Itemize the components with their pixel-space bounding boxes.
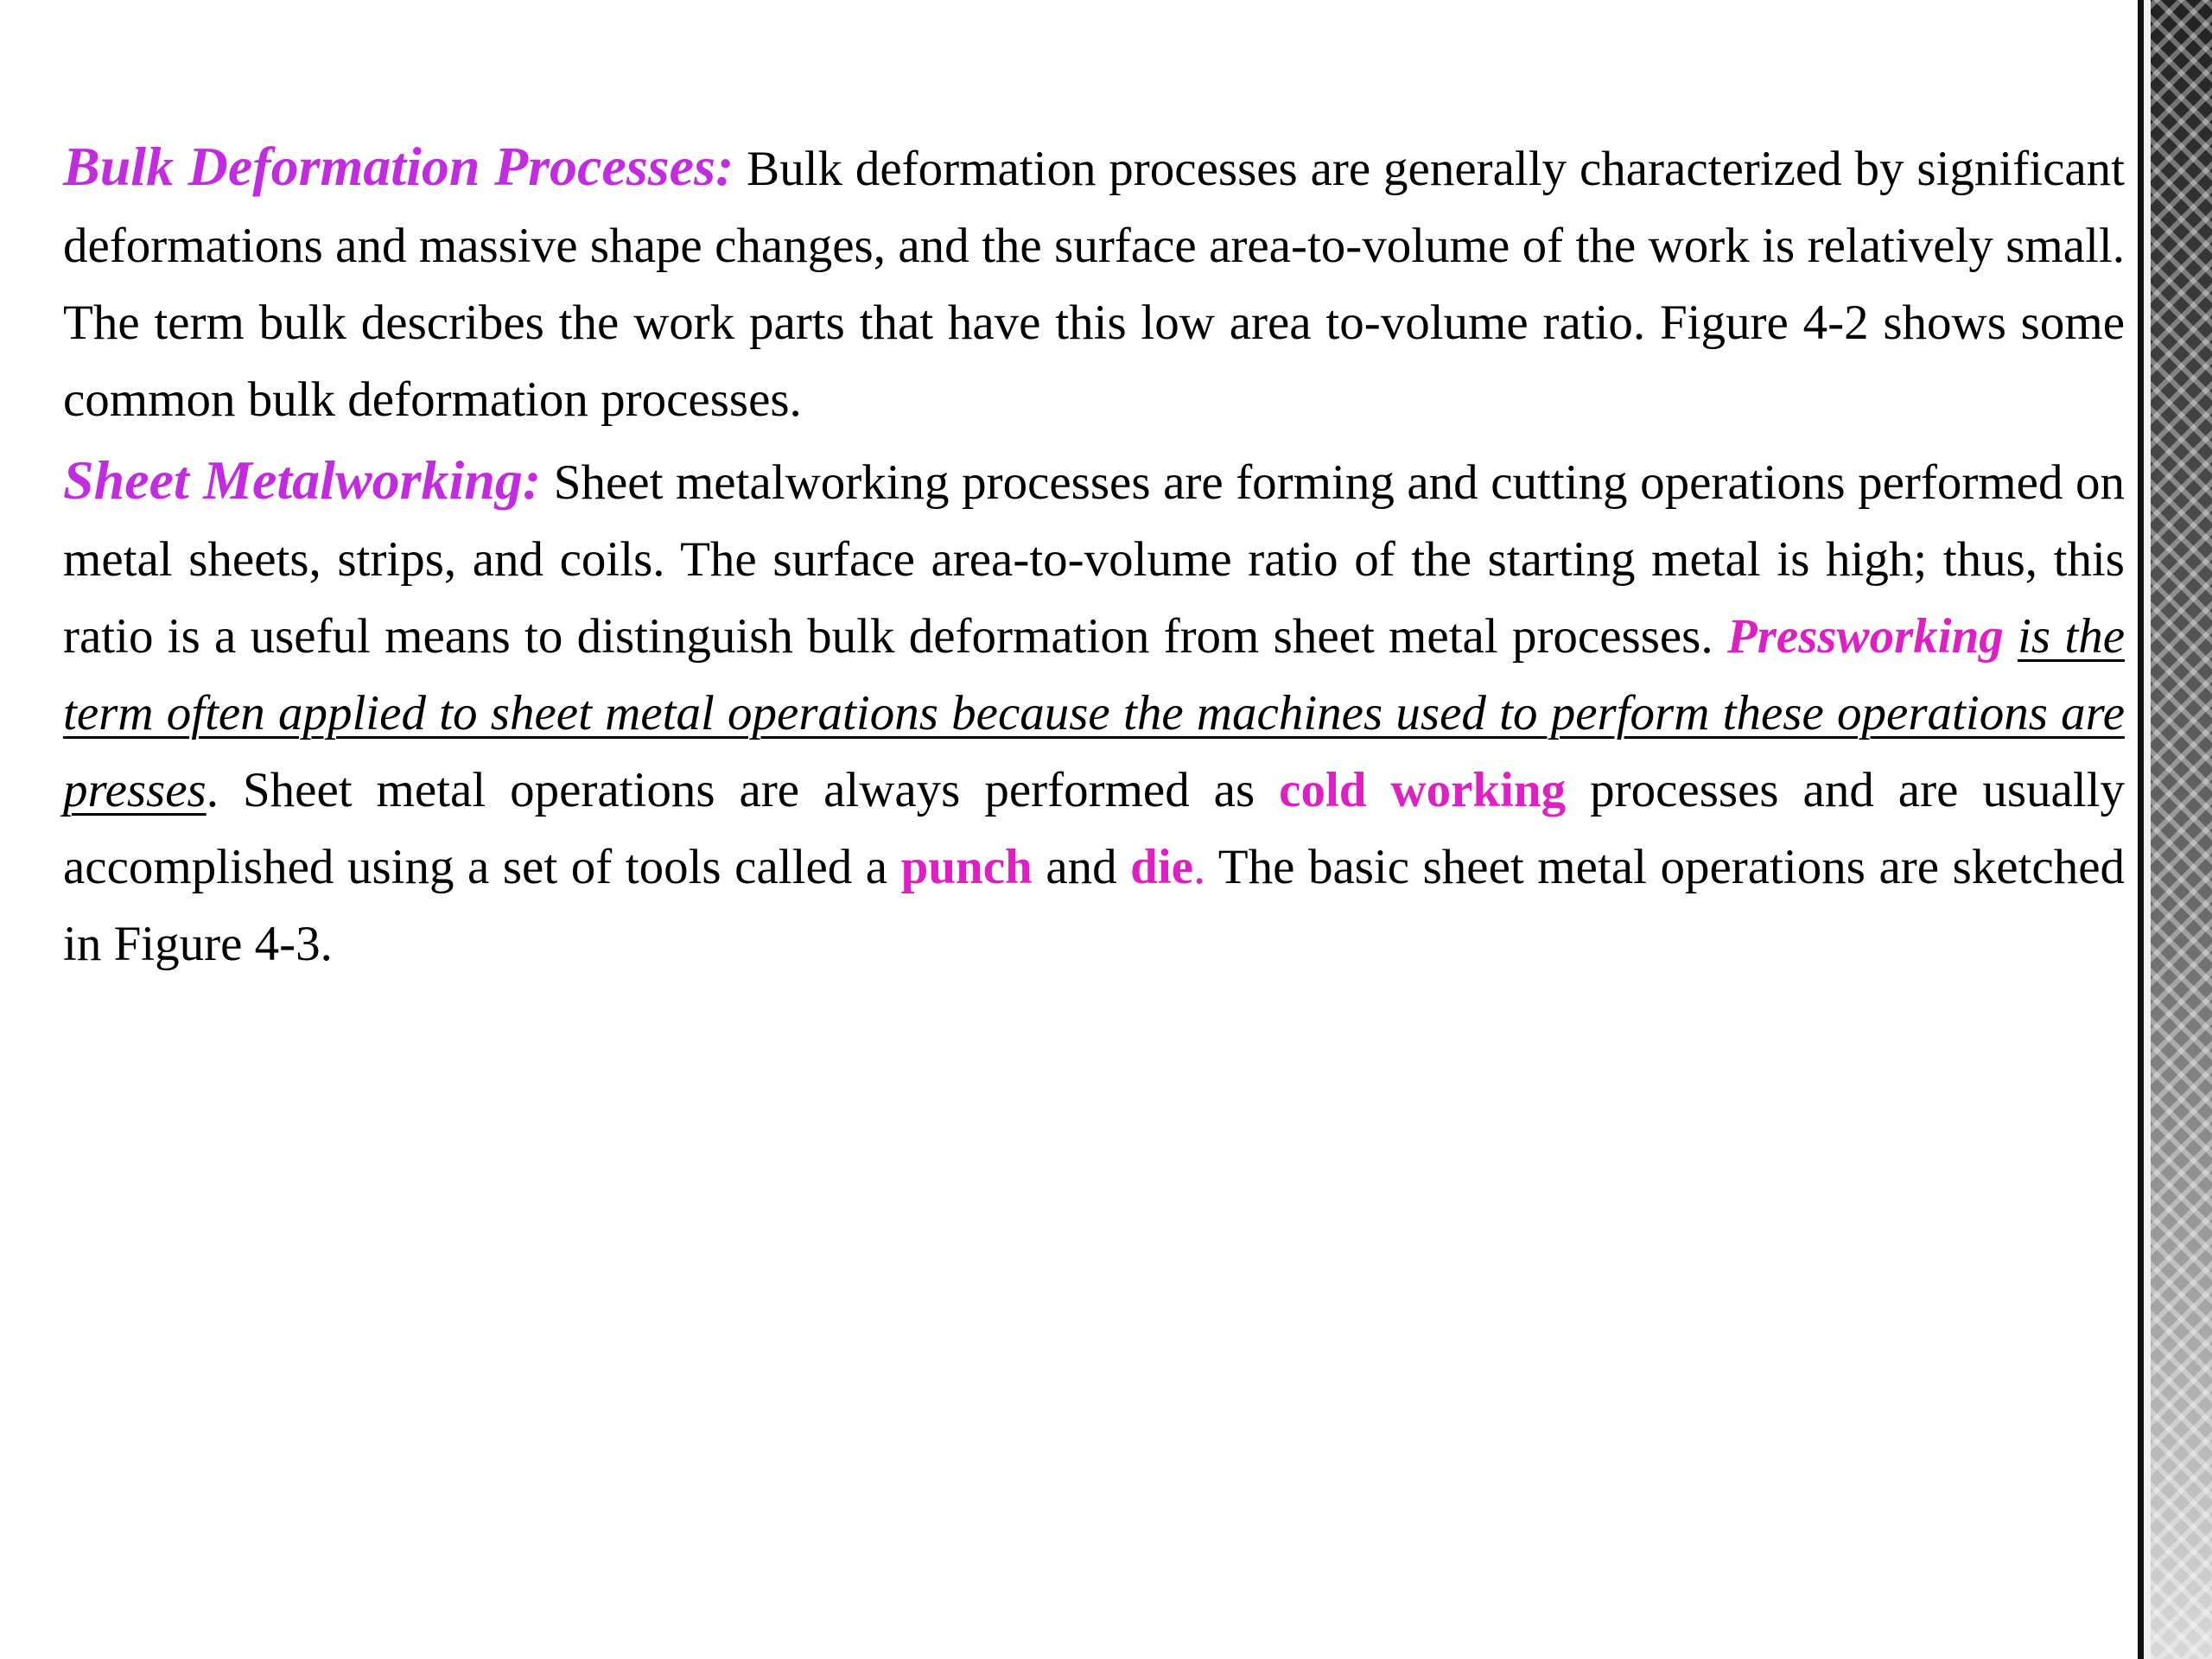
heading-sheet-metalworking: Sheet Metalworking: — [63, 449, 542, 511]
sheet-metalworking-text-4: and — [1032, 840, 1131, 894]
heading-bulk-deformation: Bulk Deformation Processes: — [63, 136, 734, 197]
paragraph-bulk-deformation — [63, 128, 2125, 438]
bulk-deformation-text: Bulk deformation processes are generally characterized by significant deformations and massive shape changes, and the surface area-to-volume of the work is relatively small. The term bulk describes the work parts that have this low area to-volume ratio. Figure 4-2 shows some common bulk deformation processes. — [63, 142, 2125, 427]
paragraph-sheet-metalworking — [63, 442, 2125, 982]
term-cold-working: cold working — [1279, 763, 1567, 817]
right-border-line — [2138, 0, 2144, 1659]
sheet-metalworking-text-1: Sheet metalworking processes are forming and cutting operations performed on metal sheets, strips, and coils. The surface area-to-volume ratio of the starting metal is high; thus, this ratio is a useful means to distinguish bulk deformation from sheet metal processes. — [63, 455, 2125, 664]
term-pressworking: Pressworking — [1726, 609, 2004, 664]
right-border-pattern — [2151, 0, 2212, 1659]
term-space — [2004, 609, 2018, 664]
sheet-metalworking-text-2: . Sheet metal operations are always performed as — [206, 763, 1280, 817]
sheet-metalworking-text-3: processes and are usually accomplished using a set of tools called a — [63, 763, 2125, 894]
term-die: die — [1130, 840, 1194, 894]
right-border-gap — [2144, 0, 2151, 1659]
slide-content — [63, 128, 2125, 982]
pressworking-definition: is the term often applied to sheet metal operations because the machines used to perform these operations are presses — [63, 609, 2126, 817]
sheet-metalworking-text-5: The basic sheet metal operations are sketched in Figure 4-3. — [63, 840, 2125, 971]
term-punch: punch — [900, 840, 1033, 894]
term-die-period: . — [1193, 840, 1206, 894]
